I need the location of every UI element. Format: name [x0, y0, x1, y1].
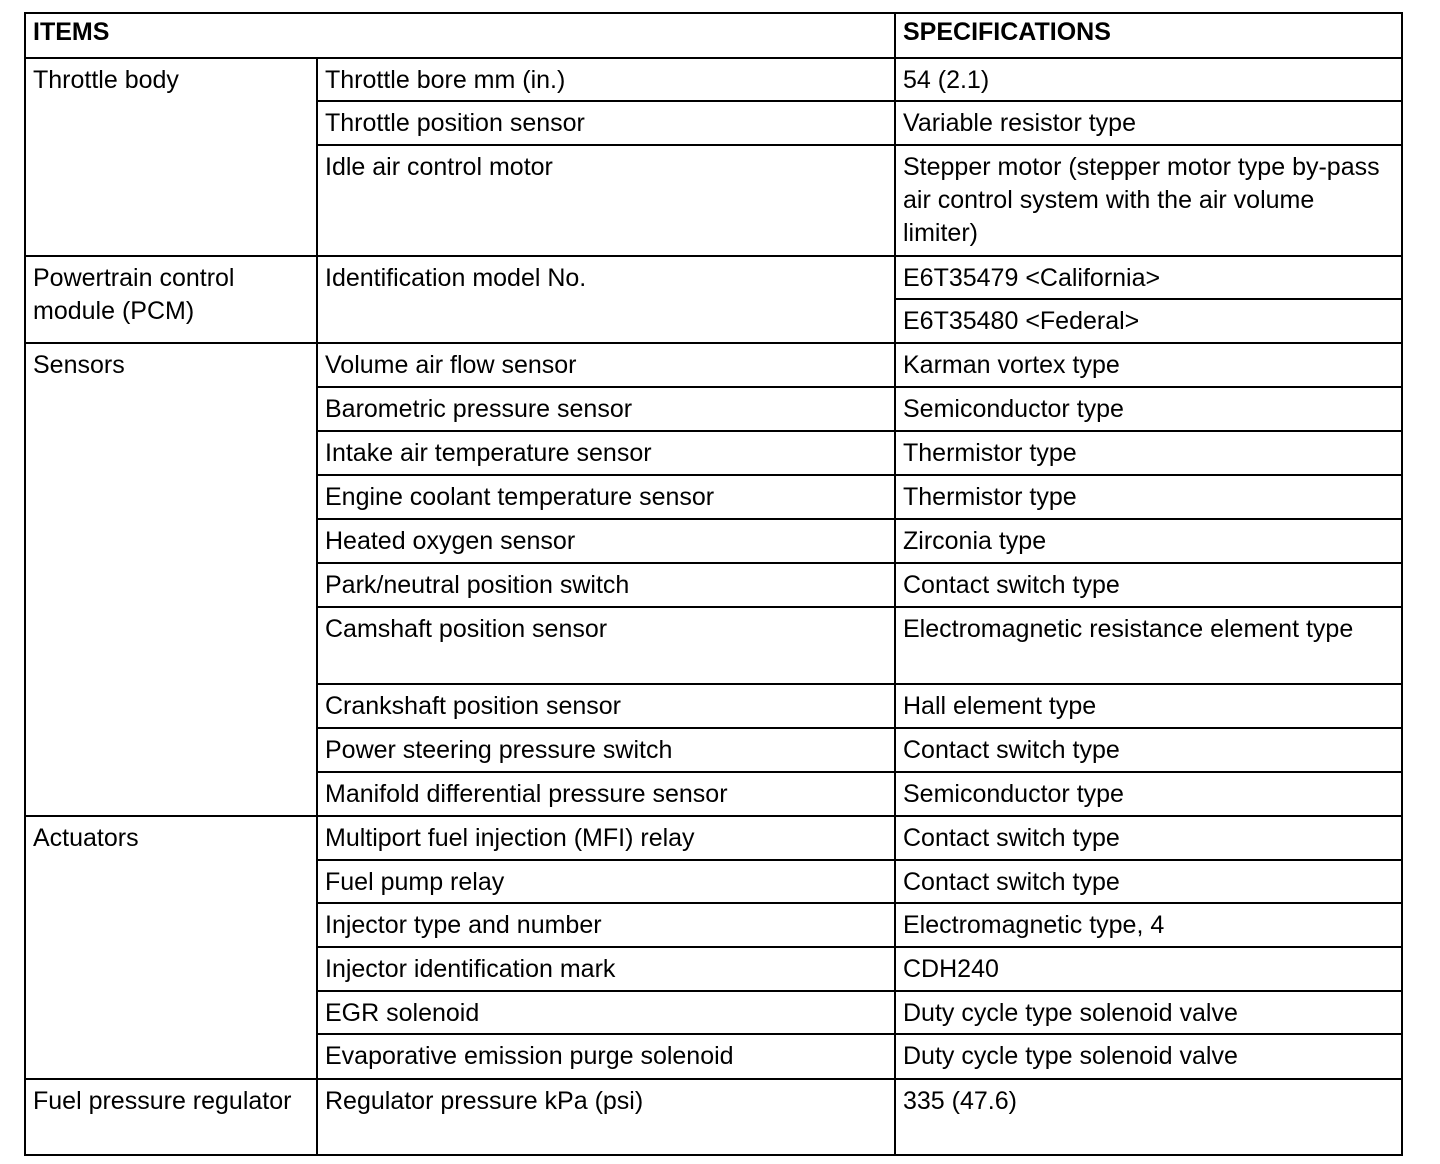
item-cell: Volume air flow sensor — [317, 343, 895, 387]
spec-cell: Contact switch type — [895, 563, 1402, 607]
header-items: ITEMS — [25, 13, 895, 58]
specifications-table — [24, 12, 1403, 1156]
item-cell: Fuel pump relay — [317, 860, 895, 903]
table-row — [25, 343, 1402, 387]
item-cell: Regulator pressure kPa (psi) — [317, 1079, 895, 1155]
spec-cell: Electromagnetic resistance element type — [895, 607, 1402, 684]
group-sensors: Sensors — [25, 343, 317, 816]
spec-cell: Duty cycle type solenoid valve — [895, 991, 1402, 1034]
item-cell: Crankshaft position sensor — [317, 684, 895, 728]
spec-cell: Variable resistor type — [895, 101, 1402, 145]
spec-cell: 335 (47.6) — [895, 1079, 1402, 1155]
spec-cell: Stepper motor (stepper motor type by-pass air control system with the air volume limiter) — [895, 145, 1402, 256]
item-cell: Identification model No. — [317, 256, 895, 343]
spec-cell: E6T35479 <California> — [895, 256, 1402, 299]
spec-cell: Semiconductor type — [895, 772, 1402, 816]
item-cell: Throttle position sensor — [317, 101, 895, 145]
spec-cell: Zirconia type — [895, 519, 1402, 563]
item-cell: Injector type and number — [317, 903, 895, 947]
item-cell: Evaporative emission purge solenoid — [317, 1034, 895, 1079]
item-cell: Throttle bore mm (in.) — [317, 58, 895, 101]
item-cell: Heated oxygen sensor — [317, 519, 895, 563]
spec-cell: 54 (2.1) — [895, 58, 1402, 101]
group-fuel-pressure-regulator: Fuel pressure regulator — [25, 1079, 317, 1155]
item-cell: Idle air control motor — [317, 145, 895, 256]
table-row — [25, 256, 1402, 299]
item-cell: EGR solenoid — [317, 991, 895, 1034]
item-cell: Barometric pressure sensor — [317, 387, 895, 431]
item-cell: Multiport fuel injection (MFI) relay — [317, 816, 895, 860]
table-row — [25, 1079, 1402, 1155]
table-row — [25, 816, 1402, 860]
spec-cell: Karman vortex type — [895, 343, 1402, 387]
item-cell: Power steering pressure switch — [317, 728, 895, 772]
spec-cell: Semiconductor type — [895, 387, 1402, 431]
item-cell: Injector identification mark — [317, 947, 895, 991]
spec-cell: E6T35480 <Federal> — [895, 299, 1402, 343]
spec-cell: Hall element type — [895, 684, 1402, 728]
group-actuators: Actuators — [25, 816, 317, 1079]
spec-cell: Contact switch type — [895, 816, 1402, 860]
item-cell: Park/neutral position switch — [317, 563, 895, 607]
item-cell: Intake air temperature sensor — [317, 431, 895, 475]
spec-cell: CDH240 — [895, 947, 1402, 991]
spec-cell: Thermistor type — [895, 475, 1402, 519]
spec-cell: Contact switch type — [895, 860, 1402, 903]
header-specifications: SPECIFICATIONS — [895, 13, 1402, 58]
group-pcm: Powertrain control module (PCM) — [25, 256, 317, 343]
item-cell: Camshaft position sensor — [317, 607, 895, 684]
item-cell: Manifold differential pressure sensor — [317, 772, 895, 816]
spec-cell: Contact switch type — [895, 728, 1402, 772]
group-throttle-body: Throttle body — [25, 58, 317, 256]
spec-cell: Thermistor type — [895, 431, 1402, 475]
table-row — [25, 58, 1402, 101]
header-row — [25, 13, 1402, 58]
item-cell: Engine coolant temperature sensor — [317, 475, 895, 519]
spec-cell: Duty cycle type solenoid valve — [895, 1034, 1402, 1079]
spec-cell: Electromagnetic type, 4 — [895, 903, 1402, 947]
